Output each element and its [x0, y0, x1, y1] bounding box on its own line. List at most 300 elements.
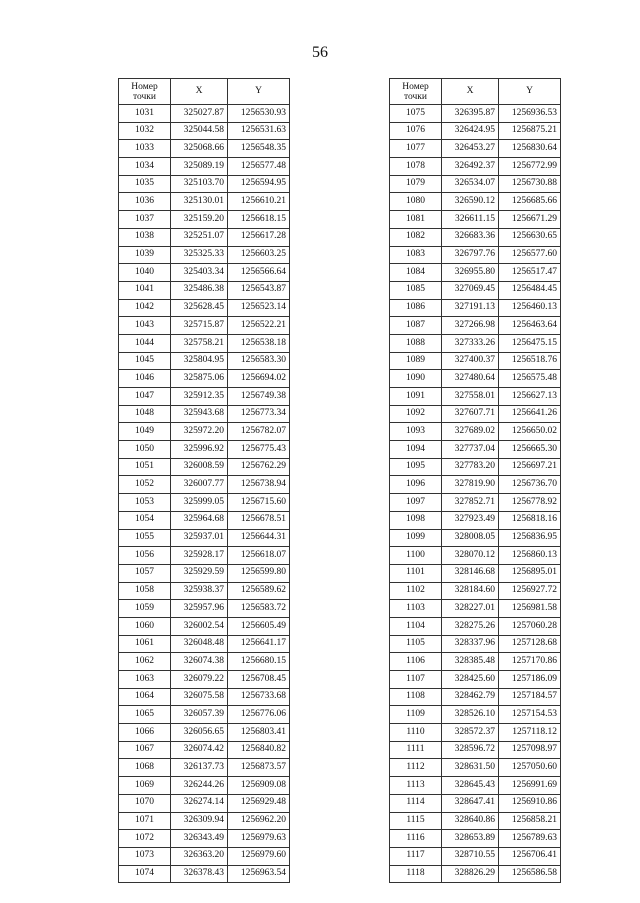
- table-row: [390, 317, 561, 335]
- header-point-number: Номер точки: [390, 79, 442, 105]
- x-coordinate-cell: 325938.37: [171, 582, 228, 600]
- table-header-row: [119, 79, 290, 105]
- table-row: [390, 777, 561, 795]
- y-coordinate-cell: 1256543.87: [228, 281, 290, 299]
- point-number-cell: 1072: [119, 830, 171, 848]
- table-row: [390, 281, 561, 299]
- x-coordinate-cell: 326244.26: [171, 777, 228, 795]
- point-number-cell: 1052: [119, 476, 171, 494]
- x-coordinate-cell: 326075.58: [171, 688, 228, 706]
- table-row: [119, 794, 290, 812]
- y-coordinate-cell: 1256627.13: [499, 388, 561, 406]
- point-number-cell: 1107: [390, 671, 442, 689]
- x-coordinate-cell: 326590.12: [442, 193, 499, 211]
- x-coordinate-cell: 325804.95: [171, 352, 228, 370]
- point-number-cell: 1062: [119, 653, 171, 671]
- y-coordinate-cell: 1256618.15: [228, 211, 290, 229]
- point-number-cell: 1108: [390, 688, 442, 706]
- table-row: [390, 865, 561, 883]
- table-row: [390, 582, 561, 600]
- table-row: [119, 830, 290, 848]
- header-y: Y: [228, 79, 290, 105]
- table-row: [119, 334, 290, 352]
- point-number-cell: 1099: [390, 529, 442, 547]
- y-coordinate-cell: 1256715.60: [228, 494, 290, 512]
- y-coordinate-cell: 1256605.49: [228, 617, 290, 635]
- x-coordinate-cell: 325130.01: [171, 193, 228, 211]
- point-number-cell: 1057: [119, 564, 171, 582]
- table-row: [119, 759, 290, 777]
- y-coordinate-cell: 1256778.92: [499, 494, 561, 512]
- x-coordinate-cell: 328596.72: [442, 741, 499, 759]
- x-coordinate-cell: 328425.60: [442, 671, 499, 689]
- point-number-cell: 1077: [390, 140, 442, 158]
- x-coordinate-cell: 328645.43: [442, 777, 499, 795]
- point-number-cell: 1033: [119, 140, 171, 158]
- table-row: [390, 334, 561, 352]
- table-row: [390, 830, 561, 848]
- x-coordinate-cell: 328826.29: [442, 865, 499, 883]
- point-number-cell: 1079: [390, 175, 442, 193]
- y-coordinate-cell: 1257060.28: [499, 617, 561, 635]
- x-coordinate-cell: 326453.27: [442, 140, 499, 158]
- point-number-cell: 1102: [390, 582, 442, 600]
- y-coordinate-cell: 1256736.70: [499, 476, 561, 494]
- y-coordinate-cell: 1256583.30: [228, 352, 290, 370]
- y-coordinate-cell: 1256583.72: [228, 600, 290, 618]
- y-coordinate-cell: 1256577.60: [499, 246, 561, 264]
- point-number-cell: 1109: [390, 706, 442, 724]
- y-coordinate-cell: 1256979.60: [228, 847, 290, 865]
- y-coordinate-cell: 1256789.63: [499, 830, 561, 848]
- x-coordinate-cell: 327191.13: [442, 299, 499, 317]
- x-coordinate-cell: 327689.02: [442, 423, 499, 441]
- point-number-cell: 1084: [390, 264, 442, 282]
- x-coordinate-cell: 326074.38: [171, 653, 228, 671]
- x-coordinate-cell: 326534.07: [442, 175, 499, 193]
- point-number-cell: 1047: [119, 388, 171, 406]
- x-coordinate-cell: 326492.37: [442, 158, 499, 176]
- x-coordinate-cell: 326309.94: [171, 812, 228, 830]
- point-number-cell: 1075: [390, 105, 442, 123]
- y-coordinate-cell: 1256762.29: [228, 458, 290, 476]
- point-number-cell: 1116: [390, 830, 442, 848]
- y-coordinate-cell: 1256594.95: [228, 175, 290, 193]
- table-row: [119, 175, 290, 193]
- point-number-cell: 1080: [390, 193, 442, 211]
- x-coordinate-cell: 328640.86: [442, 812, 499, 830]
- y-coordinate-cell: 1256991.69: [499, 777, 561, 795]
- table-row: [390, 688, 561, 706]
- x-coordinate-cell: 326424.95: [442, 122, 499, 140]
- point-number-cell: 1088: [390, 334, 442, 352]
- table-row: [390, 511, 561, 529]
- x-coordinate-cell: 327923.49: [442, 511, 499, 529]
- table-row: [119, 211, 290, 229]
- y-coordinate-cell: 1256577.48: [228, 158, 290, 176]
- y-coordinate-cell: 1256776.06: [228, 706, 290, 724]
- point-number-cell: 1090: [390, 370, 442, 388]
- y-coordinate-cell: 1257186.09: [499, 671, 561, 689]
- x-coordinate-cell: 325928.17: [171, 547, 228, 565]
- x-coordinate-cell: 328631.50: [442, 759, 499, 777]
- y-coordinate-cell: 1256775.43: [228, 441, 290, 459]
- y-coordinate-cell: 1256697.21: [499, 458, 561, 476]
- x-coordinate-cell: 325251.07: [171, 228, 228, 246]
- x-coordinate-cell: 326611.15: [442, 211, 499, 229]
- point-number-cell: 1071: [119, 812, 171, 830]
- table-row: [119, 158, 290, 176]
- table-row: [390, 812, 561, 830]
- y-coordinate-cell: 1256981.58: [499, 600, 561, 618]
- point-number-cell: 1067: [119, 741, 171, 759]
- coordinates-table-right: [389, 78, 561, 883]
- table-row: [119, 423, 290, 441]
- x-coordinate-cell: 328146.68: [442, 564, 499, 582]
- y-coordinate-cell: 1256738.94: [228, 476, 290, 494]
- point-number-cell: 1087: [390, 317, 442, 335]
- x-coordinate-cell: 326683.36: [442, 228, 499, 246]
- x-coordinate-cell: 328647.41: [442, 794, 499, 812]
- y-coordinate-cell: 1256836.95: [499, 529, 561, 547]
- table-row: [390, 228, 561, 246]
- y-coordinate-cell: 1256909.08: [228, 777, 290, 795]
- table-row: [119, 193, 290, 211]
- x-coordinate-cell: 325999.05: [171, 494, 228, 512]
- y-coordinate-cell: 1256460.13: [499, 299, 561, 317]
- point-number-cell: 1061: [119, 635, 171, 653]
- point-number-cell: 1063: [119, 671, 171, 689]
- point-number-cell: 1054: [119, 511, 171, 529]
- table-row: [390, 299, 561, 317]
- x-coordinate-cell: 328070.12: [442, 547, 499, 565]
- y-coordinate-cell: 1256484.45: [499, 281, 561, 299]
- table-row: [119, 741, 290, 759]
- table-row: [390, 617, 561, 635]
- x-coordinate-cell: 325964.68: [171, 511, 228, 529]
- y-coordinate-cell: 1256708.45: [228, 671, 290, 689]
- y-coordinate-cell: 1256518.76: [499, 352, 561, 370]
- table-row: [390, 405, 561, 423]
- x-coordinate-cell: 328008.05: [442, 529, 499, 547]
- point-number-cell: 1066: [119, 724, 171, 742]
- x-coordinate-cell: 325996.92: [171, 441, 228, 459]
- table-row: [119, 617, 290, 635]
- y-coordinate-cell: 1257154.53: [499, 706, 561, 724]
- y-coordinate-cell: 1256803.41: [228, 724, 290, 742]
- y-coordinate-cell: 1256782.07: [228, 423, 290, 441]
- table-row: [119, 547, 290, 565]
- table-row: [390, 671, 561, 689]
- y-coordinate-cell: 1257118.12: [499, 724, 561, 742]
- table-row: [119, 724, 290, 742]
- table-row: [390, 564, 561, 582]
- x-coordinate-cell: 328385.48: [442, 653, 499, 671]
- point-number-cell: 1056: [119, 547, 171, 565]
- table-row: [119, 317, 290, 335]
- point-number-cell: 1048: [119, 405, 171, 423]
- y-coordinate-cell: 1256680.15: [228, 653, 290, 671]
- x-coordinate-cell: 325929.59: [171, 564, 228, 582]
- point-number-cell: 1105: [390, 635, 442, 653]
- x-coordinate-cell: 328653.89: [442, 830, 499, 848]
- point-number-cell: 1053: [119, 494, 171, 512]
- x-coordinate-cell: 325912.35: [171, 388, 228, 406]
- point-number-cell: 1050: [119, 441, 171, 459]
- point-number-cell: 1031: [119, 105, 171, 123]
- table-row: [390, 458, 561, 476]
- table-row: [390, 122, 561, 140]
- y-coordinate-cell: 1256586.58: [499, 865, 561, 883]
- x-coordinate-cell: 327266.98: [442, 317, 499, 335]
- table-row: [390, 635, 561, 653]
- table-row: [390, 476, 561, 494]
- point-number-cell: 1095: [390, 458, 442, 476]
- point-number-cell: 1064: [119, 688, 171, 706]
- point-number-cell: 1049: [119, 423, 171, 441]
- point-number-cell: 1069: [119, 777, 171, 795]
- y-coordinate-cell: 1256749.38: [228, 388, 290, 406]
- y-coordinate-cell: 1256618.07: [228, 547, 290, 565]
- y-coordinate-cell: 1256530.93: [228, 105, 290, 123]
- y-coordinate-cell: 1256599.80: [228, 564, 290, 582]
- table-row: [119, 299, 290, 317]
- x-coordinate-cell: 326274.14: [171, 794, 228, 812]
- point-number-cell: 1076: [390, 122, 442, 140]
- x-coordinate-cell: 326395.87: [442, 105, 499, 123]
- header-x: X: [171, 79, 228, 105]
- x-coordinate-cell: 326048.48: [171, 635, 228, 653]
- x-coordinate-cell: 325486.38: [171, 281, 228, 299]
- table-row: [390, 175, 561, 193]
- point-number-cell: 1044: [119, 334, 171, 352]
- y-coordinate-cell: 1256538.18: [228, 334, 290, 352]
- table-row: [119, 352, 290, 370]
- y-coordinate-cell: 1256650.02: [499, 423, 561, 441]
- x-coordinate-cell: 327607.71: [442, 405, 499, 423]
- table-header-row: [390, 79, 561, 105]
- table-row: [390, 529, 561, 547]
- point-number-cell: 1104: [390, 617, 442, 635]
- table-row: [119, 441, 290, 459]
- point-number-cell: 1037: [119, 211, 171, 229]
- table-row: [390, 653, 561, 671]
- table-row: [119, 264, 290, 282]
- point-number-cell: 1032: [119, 122, 171, 140]
- y-coordinate-cell: 1256678.51: [228, 511, 290, 529]
- table-row: [119, 281, 290, 299]
- table-row: [119, 228, 290, 246]
- point-number-cell: 1094: [390, 441, 442, 459]
- y-coordinate-cell: 1256910.86: [499, 794, 561, 812]
- y-coordinate-cell: 1256979.63: [228, 830, 290, 848]
- y-coordinate-cell: 1256733.68: [228, 688, 290, 706]
- point-number-cell: 1098: [390, 511, 442, 529]
- y-coordinate-cell: 1256531.63: [228, 122, 290, 140]
- y-coordinate-cell: 1256694.02: [228, 370, 290, 388]
- x-coordinate-cell: 326137.73: [171, 759, 228, 777]
- y-coordinate-cell: 1256517.47: [499, 264, 561, 282]
- point-number-cell: 1115: [390, 812, 442, 830]
- point-number-cell: 1074: [119, 865, 171, 883]
- point-number-cell: 1103: [390, 600, 442, 618]
- x-coordinate-cell: 328337.96: [442, 635, 499, 653]
- y-coordinate-cell: 1256548.35: [228, 140, 290, 158]
- x-coordinate-cell: 325044.58: [171, 122, 228, 140]
- y-coordinate-cell: 1256671.29: [499, 211, 561, 229]
- x-coordinate-cell: 325758.21: [171, 334, 228, 352]
- x-coordinate-cell: 326797.76: [442, 246, 499, 264]
- table-row: [119, 529, 290, 547]
- x-coordinate-cell: 326363.20: [171, 847, 228, 865]
- y-coordinate-cell: 1256706.41: [499, 847, 561, 865]
- table-row: [390, 441, 561, 459]
- x-coordinate-cell: 326057.39: [171, 706, 228, 724]
- point-number-cell: 1083: [390, 246, 442, 264]
- y-coordinate-cell: 1256610.21: [228, 193, 290, 211]
- point-number-cell: 1058: [119, 582, 171, 600]
- y-coordinate-cell: 1256641.26: [499, 405, 561, 423]
- point-number-cell: 1051: [119, 458, 171, 476]
- point-number-cell: 1111: [390, 741, 442, 759]
- table-row: [119, 564, 290, 582]
- table-row: [119, 405, 290, 423]
- table-row: [119, 635, 290, 653]
- table-row: [390, 388, 561, 406]
- x-coordinate-cell: 325715.87: [171, 317, 228, 335]
- table-row: [119, 494, 290, 512]
- y-coordinate-cell: 1256730.88: [499, 175, 561, 193]
- x-coordinate-cell: 325403.34: [171, 264, 228, 282]
- y-coordinate-cell: 1257170.86: [499, 653, 561, 671]
- table-row: [390, 211, 561, 229]
- table-row: [390, 193, 561, 211]
- x-coordinate-cell: 325068.66: [171, 140, 228, 158]
- table-row: [119, 688, 290, 706]
- x-coordinate-cell: 325325.33: [171, 246, 228, 264]
- x-coordinate-cell: 326079.22: [171, 671, 228, 689]
- point-number-cell: 1040: [119, 264, 171, 282]
- table-row: [119, 812, 290, 830]
- table-row: [390, 140, 561, 158]
- point-number-cell: 1086: [390, 299, 442, 317]
- x-coordinate-cell: 325027.87: [171, 105, 228, 123]
- point-number-cell: 1070: [119, 794, 171, 812]
- y-coordinate-cell: 1256589.62: [228, 582, 290, 600]
- point-number-cell: 1106: [390, 653, 442, 671]
- y-coordinate-cell: 1256523.14: [228, 299, 290, 317]
- x-coordinate-cell: 328572.37: [442, 724, 499, 742]
- table-row: [390, 741, 561, 759]
- x-coordinate-cell: 327819.90: [442, 476, 499, 494]
- x-coordinate-cell: 325159.20: [171, 211, 228, 229]
- y-coordinate-cell: 1256858.21: [499, 812, 561, 830]
- y-coordinate-cell: 1257184.57: [499, 688, 561, 706]
- x-coordinate-cell: 327400.37: [442, 352, 499, 370]
- table-row: [119, 388, 290, 406]
- y-coordinate-cell: 1256522.21: [228, 317, 290, 335]
- point-number-cell: 1036: [119, 193, 171, 211]
- table-row: [390, 158, 561, 176]
- point-number-cell: 1112: [390, 759, 442, 777]
- x-coordinate-cell: 327737.04: [442, 441, 499, 459]
- x-coordinate-cell: 326343.49: [171, 830, 228, 848]
- y-coordinate-cell: 1256936.53: [499, 105, 561, 123]
- point-number-cell: 1073: [119, 847, 171, 865]
- y-coordinate-cell: 1256963.54: [228, 865, 290, 883]
- x-coordinate-cell: 325103.70: [171, 175, 228, 193]
- x-coordinate-cell: 327783.20: [442, 458, 499, 476]
- x-coordinate-cell: 328184.60: [442, 582, 499, 600]
- point-number-cell: 1042: [119, 299, 171, 317]
- table-row: [390, 370, 561, 388]
- coordinates-table-left: [118, 78, 290, 883]
- x-coordinate-cell: 325972.20: [171, 423, 228, 441]
- point-number-cell: 1091: [390, 388, 442, 406]
- point-number-cell: 1085: [390, 281, 442, 299]
- page-number: 56: [312, 44, 328, 61]
- table-row: [119, 582, 290, 600]
- point-number-cell: 1118: [390, 865, 442, 883]
- point-number-cell: 1055: [119, 529, 171, 547]
- point-number-cell: 1060: [119, 617, 171, 635]
- x-coordinate-cell: 325089.19: [171, 158, 228, 176]
- y-coordinate-cell: 1256962.20: [228, 812, 290, 830]
- y-coordinate-cell: 1256873.57: [228, 759, 290, 777]
- x-coordinate-cell: 328462.79: [442, 688, 499, 706]
- point-number-cell: 1034: [119, 158, 171, 176]
- x-coordinate-cell: 325937.01: [171, 529, 228, 547]
- x-coordinate-cell: 327069.45: [442, 281, 499, 299]
- x-coordinate-cell: 328526.10: [442, 706, 499, 724]
- header-point-number: Номер точки: [119, 79, 171, 105]
- table-row: [119, 370, 290, 388]
- y-coordinate-cell: 1256644.31: [228, 529, 290, 547]
- point-number-cell: 1097: [390, 494, 442, 512]
- header-y: Y: [499, 79, 561, 105]
- x-coordinate-cell: 326007.77: [171, 476, 228, 494]
- y-coordinate-cell: 1256665.30: [499, 441, 561, 459]
- y-coordinate-cell: 1256860.13: [499, 547, 561, 565]
- y-coordinate-cell: 1256772.99: [499, 158, 561, 176]
- point-number-cell: 1089: [390, 352, 442, 370]
- x-coordinate-cell: 327333.26: [442, 334, 499, 352]
- x-coordinate-cell: 326008.59: [171, 458, 228, 476]
- point-number-cell: 1046: [119, 370, 171, 388]
- table-row: [390, 794, 561, 812]
- table-row: [390, 105, 561, 123]
- point-number-cell: 1041: [119, 281, 171, 299]
- table-row: [119, 458, 290, 476]
- y-coordinate-cell: 1256927.72: [499, 582, 561, 600]
- x-coordinate-cell: 325628.45: [171, 299, 228, 317]
- point-number-cell: 1039: [119, 246, 171, 264]
- x-coordinate-cell: 325943.68: [171, 405, 228, 423]
- point-number-cell: 1038: [119, 228, 171, 246]
- y-coordinate-cell: 1256475.15: [499, 334, 561, 352]
- table-row: [119, 476, 290, 494]
- header-x: X: [442, 79, 499, 105]
- x-coordinate-cell: 325875.06: [171, 370, 228, 388]
- point-number-cell: 1110: [390, 724, 442, 742]
- x-coordinate-cell: 326378.43: [171, 865, 228, 883]
- y-coordinate-cell: 1256463.64: [499, 317, 561, 335]
- table-row: [119, 105, 290, 123]
- y-coordinate-cell: 1256895.01: [499, 564, 561, 582]
- table-row: [390, 246, 561, 264]
- y-coordinate-cell: 1256929.48: [228, 794, 290, 812]
- table-row: [119, 511, 290, 529]
